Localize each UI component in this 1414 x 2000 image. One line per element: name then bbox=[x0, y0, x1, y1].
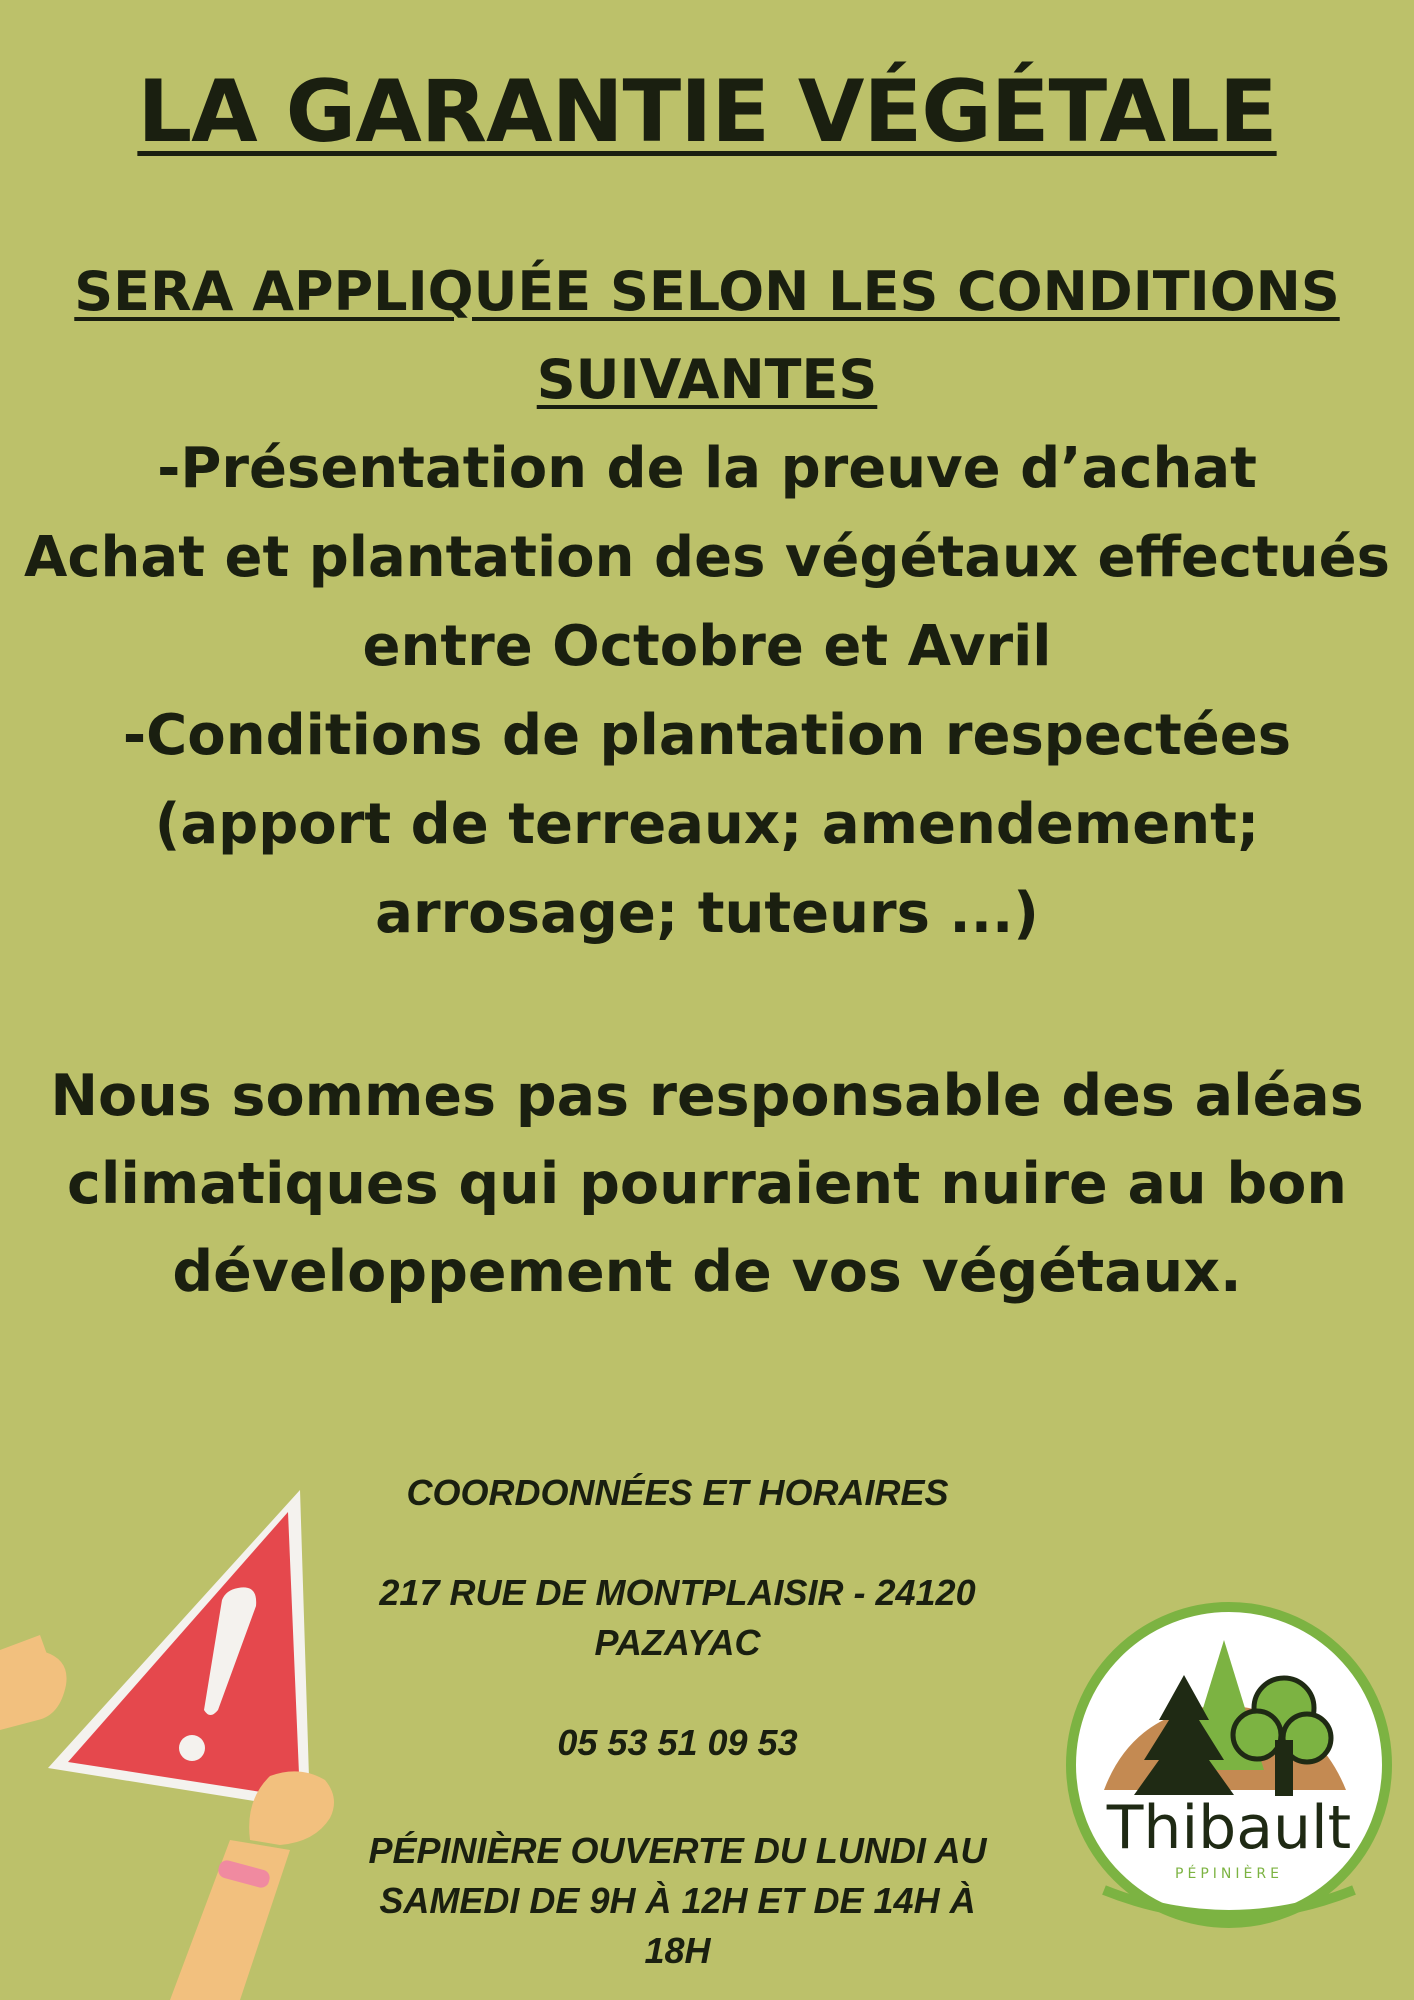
logo-tagline: PÉPINIÈRE bbox=[1175, 1866, 1283, 1882]
tree-trunk-icon bbox=[1275, 1740, 1293, 1796]
page-title: LA GARANTIE VÉGÉTALE bbox=[137, 62, 1277, 162]
condition-line: (apport de terreaux; amendement; bbox=[154, 792, 1260, 857]
subtitle-line-1: SERA APPLIQUÉE SELON LES CONDITIONS bbox=[74, 260, 1340, 323]
contact-heading: COORDONNÉES ET HORAIRES bbox=[406, 1472, 949, 1513]
notice-line: développement de vos végétaux. bbox=[172, 1239, 1242, 1305]
hours-line-2: SAMEDI DE 9H À 12H ET DE 14H À bbox=[379, 1880, 976, 1921]
condition-line: -Présentation de la preuve d’achat bbox=[157, 436, 1257, 501]
condition-line: Achat et plantation des végétaux effectués bbox=[24, 525, 1390, 590]
liability-notice bbox=[0, 1052, 1414, 1316]
address-line-2: PAZAYAC bbox=[594, 1622, 761, 1663]
condition-line: entre Octobre et Avril bbox=[362, 614, 1052, 679]
address-line-1: 217 RUE DE MONTPLAISIR - 24120 bbox=[379, 1572, 976, 1613]
exclamation-dot bbox=[179, 1735, 205, 1761]
hours-line-3: 18H bbox=[644, 1930, 711, 1971]
condition-line: -Conditions de plantation respectées bbox=[122, 703, 1292, 768]
subtitle-line-2: SUIVANTES bbox=[536, 348, 878, 411]
conditions-list bbox=[0, 424, 1414, 958]
tree-crown-icon bbox=[1233, 1711, 1281, 1759]
logo-graphic bbox=[1064, 1600, 1394, 1930]
nursery-logo bbox=[1064, 1600, 1394, 1930]
notice-line: climatiques qui pourraient nuire au bon bbox=[67, 1151, 1347, 1217]
subtitle bbox=[0, 248, 1414, 424]
condition-line: arrosage; tuteurs ...) bbox=[375, 881, 1039, 946]
warning-sign-icon bbox=[0, 1480, 360, 2000]
address bbox=[310, 1568, 1045, 1668]
opening-hours bbox=[310, 1826, 1045, 1976]
phone-number: 05 53 51 09 53 bbox=[557, 1722, 798, 1763]
logo-name: Thibault bbox=[1106, 1793, 1352, 1863]
hours-line-1: PÉPINIÈRE OUVERTE DU LUNDI AU bbox=[368, 1830, 987, 1871]
notice-line: Nous sommes pas responsable des aléas bbox=[50, 1063, 1364, 1129]
